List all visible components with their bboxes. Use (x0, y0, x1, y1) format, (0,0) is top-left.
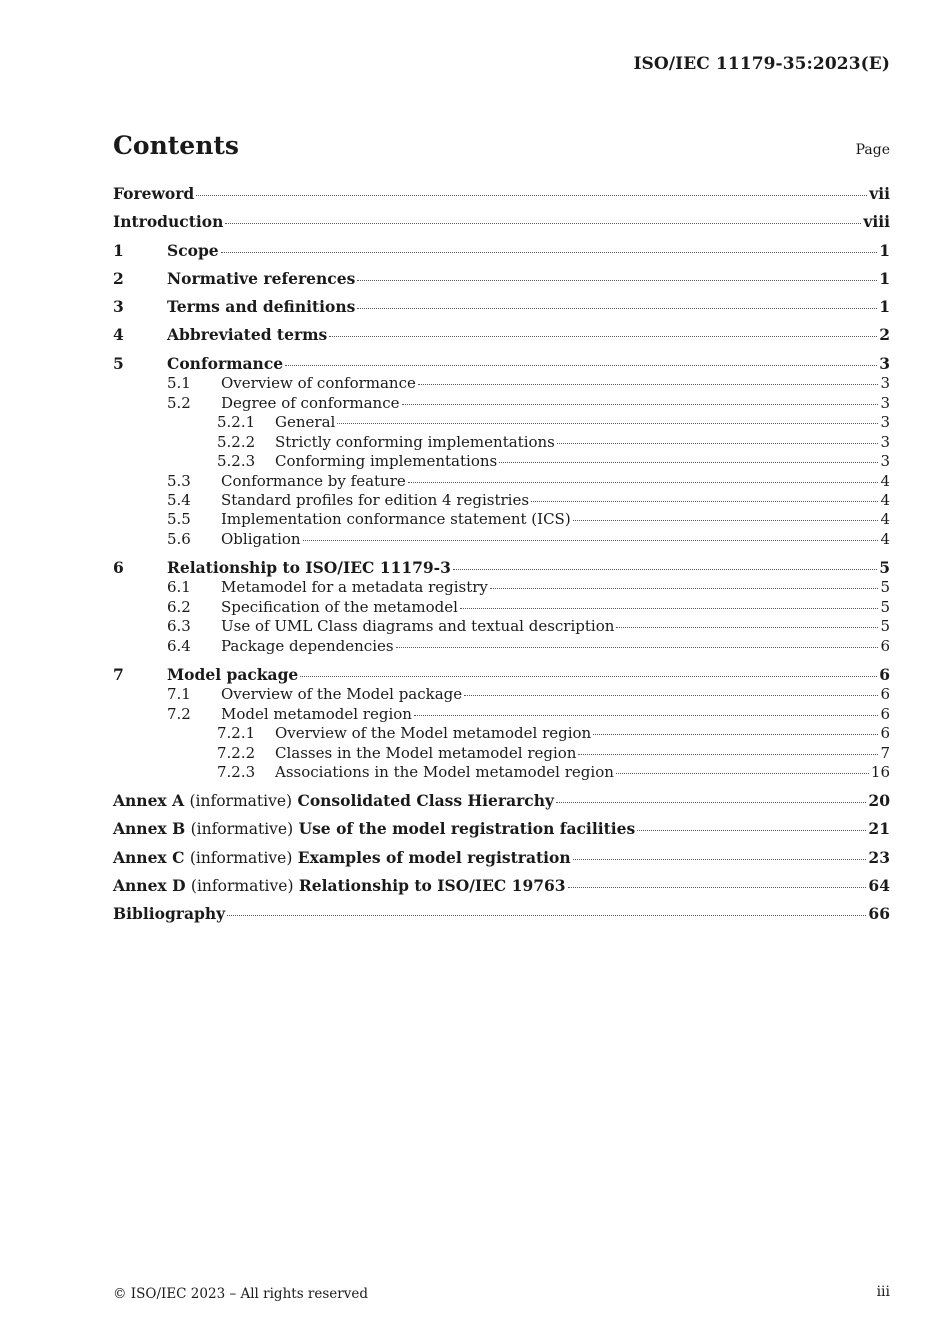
toc-entry-page: 3 (880, 432, 890, 451)
toc-entry-page: 3 (879, 353, 890, 373)
toc-entry-page: viii (863, 212, 890, 232)
toc-entry[interactable] (113, 433, 890, 452)
toc-entry[interactable] (113, 705, 890, 724)
toc-entry-page: 1 (879, 240, 890, 260)
annex-type: (informative) (189, 848, 293, 867)
toc-entry-page: 5 (879, 557, 890, 577)
toc-entry-title: Specification of the metamodel (221, 597, 458, 616)
toc-entry-title: Implementation conformance statement (ICS) (221, 510, 571, 529)
toc-entry-number: 5.1 (167, 374, 191, 393)
toc-entry-title: Foreword (113, 184, 195, 203)
toc-entry-number: 5.5 (167, 510, 191, 529)
toc-entry-number: 5.2.1 (217, 413, 256, 432)
annex-type: (informative) (190, 820, 294, 839)
toc-entry[interactable] (113, 212, 890, 240)
annex-title: Consolidated Class Hierarchy (297, 791, 555, 811)
toc-entry-title (113, 876, 566, 895)
dot-leader (285, 365, 877, 366)
toc-entry[interactable] (113, 510, 890, 529)
dot-leader (418, 384, 879, 385)
toc-entry-title: Standard profiles for edition 4 registries (221, 491, 530, 509)
toc-entry[interactable] (113, 374, 890, 393)
toc-entry-title (113, 791, 554, 810)
toc-entry-number: 7.2.1 (217, 724, 256, 743)
dot-leader (329, 336, 877, 337)
toc-entry-page: 66 (868, 904, 890, 924)
toc-entry-page: 20 (868, 791, 890, 811)
toc-entry[interactable] (113, 413, 890, 432)
toc-entry-page: 1 (879, 268, 890, 288)
toc-entry-page: 6 (880, 636, 890, 655)
dot-leader (464, 695, 878, 696)
toc-entry-page: 3 (880, 393, 890, 412)
dot-leader (556, 802, 866, 803)
dot-leader (499, 462, 878, 463)
toc-entry-page: 4 (880, 471, 890, 490)
toc-entry-title: Conformance by feature (221, 471, 406, 490)
toc-entry[interactable] (113, 724, 890, 743)
dot-leader (221, 252, 878, 253)
toc-entry-number: 1 (113, 240, 124, 260)
toc-entry-page: 4 (880, 510, 890, 529)
toc-entry-title: Obligation (221, 529, 301, 548)
annex-label: Annex D (113, 876, 186, 896)
toc-entry-number: 7 (113, 664, 124, 684)
toc-entry[interactable] (113, 763, 890, 791)
toc-entry-number: 6 (113, 557, 124, 577)
toc-entry[interactable] (113, 184, 890, 212)
toc-entry-title: Abbreviated terms (167, 325, 328, 345)
dot-leader (490, 588, 879, 589)
toc-entry-page: 5 (880, 617, 890, 636)
dot-leader (396, 647, 879, 648)
toc-entry-number: 5 (113, 353, 124, 373)
table-of-contents (113, 184, 890, 933)
toc-entry-title: Metamodel for a metadata registry (221, 578, 488, 597)
dot-leader (568, 887, 867, 888)
toc-entry-page: 1 (879, 297, 890, 317)
annex-label: Annex B (113, 819, 186, 839)
dot-leader (460, 608, 879, 609)
toc-entry-page: 2 (879, 325, 890, 345)
toc-entry[interactable] (113, 848, 890, 876)
dot-leader (225, 223, 861, 224)
toc-entry-number: 6.1 (167, 578, 191, 597)
dot-leader (531, 501, 878, 502)
annex-title: Relationship to ISO/IEC 19763 (298, 876, 566, 896)
toc-entry-number: 7.2.2 (217, 743, 256, 762)
dot-leader (196, 195, 867, 196)
dot-leader (408, 482, 879, 483)
toc-entry[interactable] (113, 452, 890, 471)
toc-entry-title: Conformance (167, 353, 284, 373)
toc-entry-number: 7.2.3 (217, 763, 256, 782)
annex-title: Use of the model registration facilities (298, 819, 636, 839)
dot-leader (578, 754, 878, 755)
annex-label: Annex A (113, 791, 185, 811)
toc-entry[interactable] (113, 530, 890, 558)
toc-entry-page: 5 (880, 597, 890, 616)
annex-label: Annex C (113, 847, 185, 867)
toc-entry-title: Associations in the Model metamodel region (275, 763, 614, 782)
toc-entry-number: 5.2.3 (217, 452, 256, 471)
toc-entry[interactable] (113, 472, 890, 491)
toc-entry-title: Bibliography (113, 904, 226, 924)
toc-entry-title: Model metamodel region (221, 704, 412, 723)
toc-entry-page: 16 (870, 763, 890, 782)
toc-entry[interactable] (113, 791, 890, 819)
page-column-label: Page (855, 142, 890, 158)
toc-entry[interactable] (113, 297, 890, 325)
toc-entry-title: Package dependencies (221, 636, 394, 655)
toc-entry-title: Overview of the Model package (221, 685, 463, 704)
annex-type: (informative) (189, 792, 293, 811)
toc-entry[interactable] (113, 876, 890, 904)
toc-entry-title: General (275, 413, 336, 432)
toc-entry-title: Normative references (167, 268, 356, 288)
toc-entry[interactable] (113, 904, 890, 932)
dot-leader (573, 859, 867, 860)
toc-entry-title: Use of UML Class diagrams and textual description (221, 617, 615, 636)
toc-entry-number: 4 (113, 325, 124, 345)
dot-leader (637, 830, 866, 831)
toc-entry-page: 7 (880, 743, 890, 762)
toc-entry[interactable] (113, 744, 890, 763)
dot-leader (337, 423, 878, 424)
toc-entry-number: 5.6 (167, 529, 191, 548)
toc-entry-number: 5.3 (167, 471, 191, 490)
toc-entry-number: 7.1 (167, 685, 191, 704)
document-id-header: ISO/IEC 11179-35:2023(E) (633, 54, 890, 74)
toc-entry-title (113, 819, 635, 838)
toc-entry-page: 64 (868, 876, 890, 896)
annex-type: (informative) (190, 877, 294, 896)
toc-entry[interactable] (113, 491, 890, 510)
toc-entry-title: Scope (167, 240, 219, 260)
toc-entry-title: Relationship to ISO/IEC 11179-3 (167, 557, 451, 577)
toc-entry[interactable] (113, 617, 890, 636)
toc-entry[interactable] (113, 578, 890, 597)
toc-entry-page: 5 (880, 578, 890, 597)
toc-entry-title: Overview of conformance (221, 374, 416, 393)
toc-entry-number: 5.2 (167, 393, 191, 412)
toc-entry-number: 5.4 (167, 491, 191, 509)
toc-entry-title: Strictly conforming implementations (275, 432, 555, 451)
toc-entry[interactable] (113, 558, 890, 579)
toc-entry-number: 3 (113, 297, 124, 317)
toc-entry[interactable] (113, 394, 890, 413)
dot-leader (227, 915, 866, 916)
toc-entry-page: 21 (868, 819, 890, 839)
toc-entry-page: 6 (880, 704, 890, 723)
toc-entry-number: 5.2.2 (217, 432, 256, 451)
toc-entry-title: Terms and definitions (167, 297, 356, 317)
toc-entry-number: 6.4 (167, 636, 191, 655)
dot-leader (414, 715, 879, 716)
dot-leader (453, 569, 877, 570)
toc-entry-title: Overview of the Model metamodel region (275, 724, 592, 743)
toc-entry-page: 4 (880, 529, 890, 548)
toc-entry[interactable] (113, 685, 890, 704)
toc-entry-title: Introduction (113, 212, 224, 232)
toc-entry-title: Classes in the Model metamodel region (275, 743, 577, 762)
toc-entry[interactable] (113, 665, 890, 686)
toc-entry[interactable] (113, 354, 890, 375)
footer-page-number: iii (876, 1284, 890, 1300)
dot-leader (616, 773, 869, 774)
dot-leader (616, 627, 878, 628)
toc-entry[interactable] (113, 269, 890, 297)
toc-entry-number: 6.2 (167, 597, 191, 616)
toc-entry-page: 6 (880, 685, 890, 704)
toc-entry-title: Degree of conformance (221, 393, 400, 412)
dot-leader (402, 404, 879, 405)
toc-entry-number: 7.2 (167, 704, 191, 723)
toc-entry-page: 23 (868, 847, 890, 867)
toc-entry-page: 6 (879, 664, 890, 684)
dot-leader (557, 443, 879, 444)
toc-entry-number: 6.3 (167, 617, 191, 636)
toc-entry-page: 3 (880, 374, 890, 393)
toc-entry-title: Model package (167, 664, 299, 684)
toc-entry[interactable] (113, 598, 890, 617)
toc-entry-page: vii (869, 184, 890, 203)
toc-entry-title (113, 848, 571, 867)
footer-copyright: © ISO/IEC 2023 – All rights reserved (113, 1286, 368, 1302)
dot-leader (573, 520, 879, 521)
toc-entry-page: 6 (880, 724, 890, 743)
dot-leader (357, 280, 877, 281)
dot-leader (357, 308, 877, 309)
toc-entry[interactable] (113, 325, 890, 353)
contents-title: Contents (113, 131, 240, 160)
toc-entry[interactable] (113, 819, 890, 847)
annex-title: Examples of model registration (297, 847, 571, 867)
toc-entry-page: 4 (880, 491, 890, 509)
dot-leader (303, 540, 879, 541)
toc-entry-title: Conforming implementations (275, 452, 498, 471)
toc-entry-page: 3 (880, 452, 890, 471)
dot-leader (300, 676, 877, 677)
toc-entry[interactable] (113, 241, 890, 269)
toc-entry-page: 3 (880, 413, 890, 432)
toc-entry[interactable] (113, 637, 890, 665)
dot-leader (593, 734, 878, 735)
toc-entry-number: 2 (113, 268, 124, 288)
